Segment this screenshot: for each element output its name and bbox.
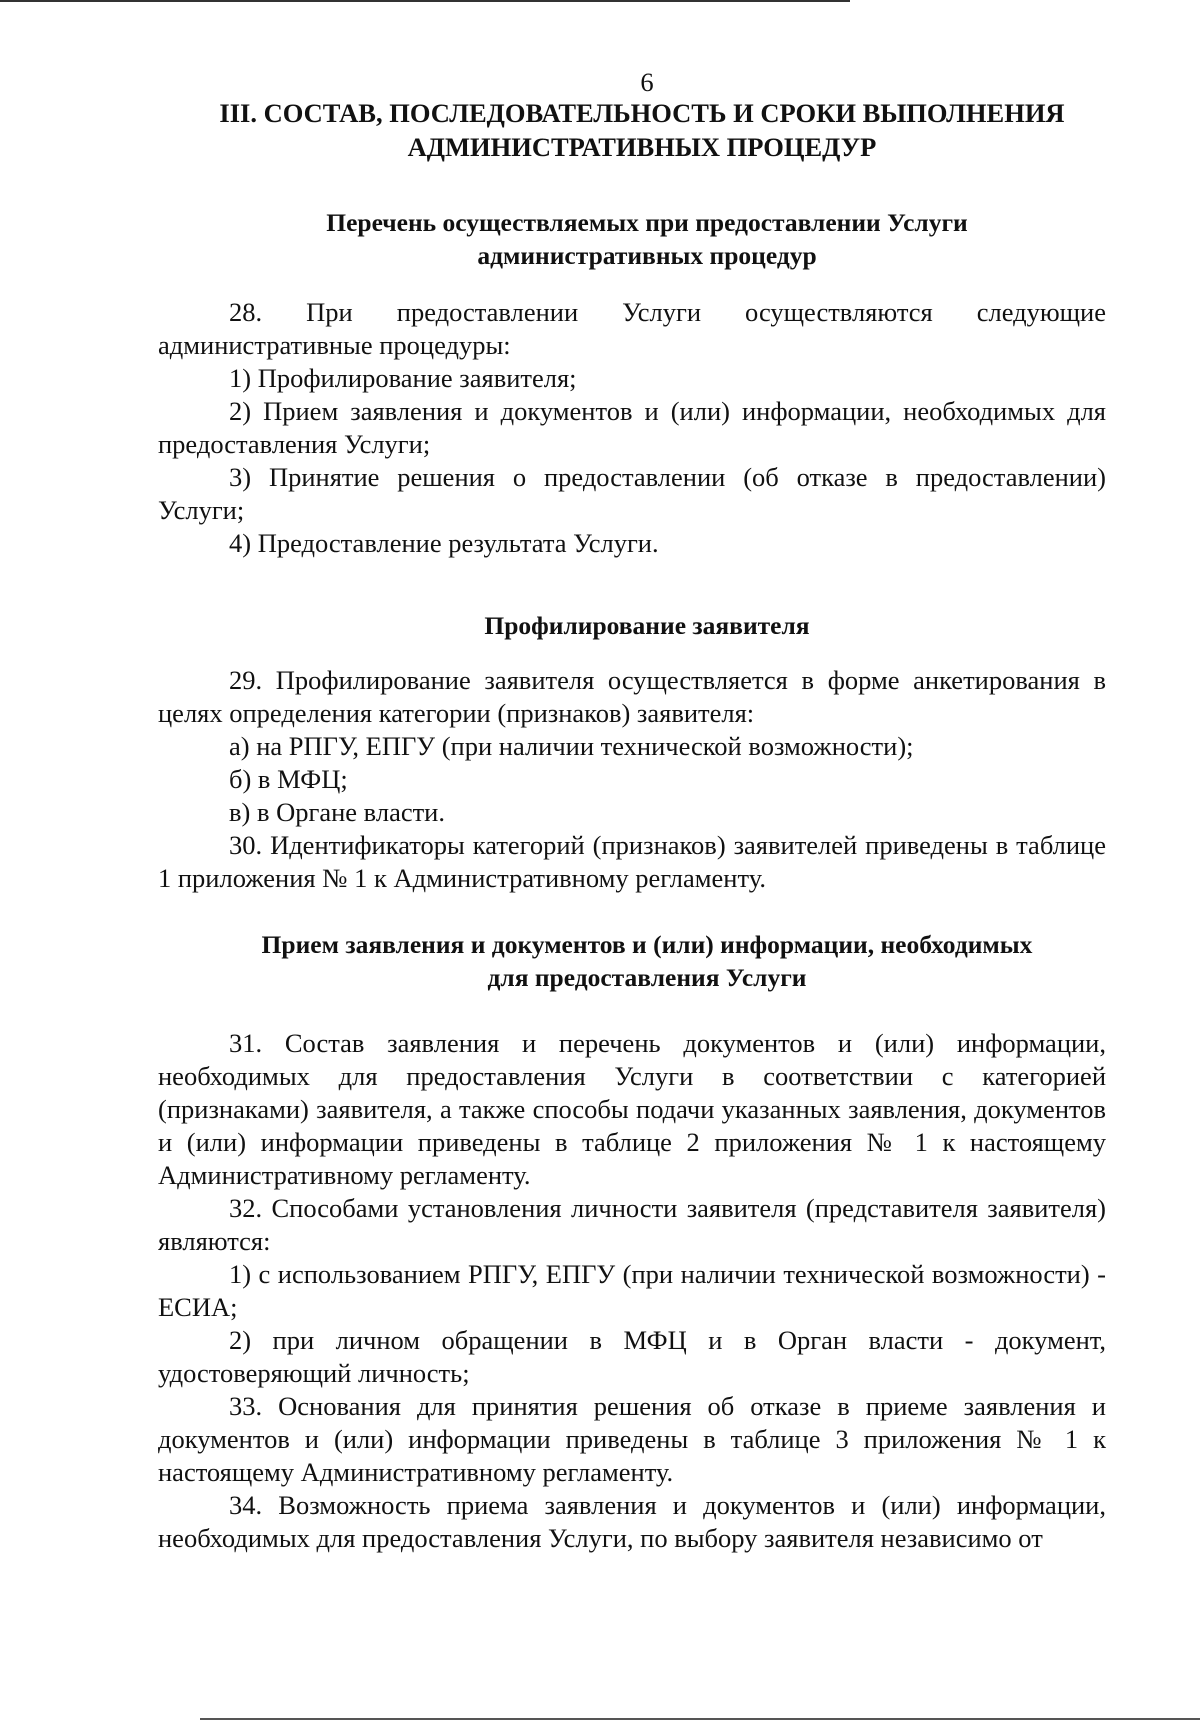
paragraph-28: 28. При предоставлении Услуги осуществляются следующие административные процедуры: bbox=[158, 297, 1106, 360]
list-item-29-b: б) в МФЦ; bbox=[229, 764, 348, 794]
heading-reception-line2: для предоставления Услуги bbox=[487, 963, 807, 992]
list-item-28-2: 2) Прием заявления и документов и (или) информации, необходимых для предоставления Услуги; bbox=[158, 396, 1106, 459]
top-scan-rule bbox=[0, 0, 850, 2]
paragraph-30: 30. Идентификаторы категорий (признаков) заявителей приведены в таблице 1 приложения № 1 к Административному регламенту. bbox=[158, 830, 1106, 893]
heading-procedures-list-line2: административных процедур bbox=[477, 241, 817, 270]
list-item-29-a: а) на РПГУ, ЕПГУ (при наличии технической возможности); bbox=[229, 731, 914, 761]
list-item-28-4: 4) Предоставление результата Услуги. bbox=[229, 528, 659, 558]
list-item-28-3: 3) Принятие решения о предоставлении (об отказе в предоставлении) Услуги; bbox=[158, 462, 1106, 525]
paragraph-31: 31. Состав заявления и перечень документов и (или) информации, необходимых для предоставления Услуги в соответствии с категорией (признаками) заявителя, а также способы подачи указанных заявления, документов и (или) информации приведены в таблице 2 приложения № 1 к настоящему Административному регламенту. bbox=[158, 1028, 1106, 1190]
section-title-line2: АДМИНИСТРАТИВНЫХ ПРОЦЕДУР bbox=[407, 132, 877, 162]
heading-profiling: Профилирование заявителя bbox=[484, 611, 810, 640]
page-number: 6 bbox=[640, 67, 654, 97]
list-item-32-1: 1) с использованием РПГУ, ЕПГУ (при наличии технической возможности) - ЕСИА; bbox=[158, 1259, 1106, 1322]
paragraph-33: 33. Основания для принятия решения об отказе в приеме заявления и документов и (или) информации приведены в таблице 3 приложения № 1 к настоящему Административному регламенту. bbox=[158, 1391, 1106, 1487]
section-title-line1: III. СОСТАВ, ПОСЛЕДОВАТЕЛЬНОСТЬ И СРОКИ ВЫПОЛНЕНИЯ bbox=[219, 98, 1065, 128]
bottom-scan-rule bbox=[200, 1718, 1200, 1720]
paragraph-29: 29. Профилирование заявителя осуществляется в форме анкетирования в целях определения категории (признаков) заявителя: bbox=[158, 665, 1106, 728]
document-page bbox=[158, 66, 1106, 1555]
heading-procedures-list-line1: Перечень осуществляемых при предоставлении Услуги bbox=[326, 208, 968, 237]
heading-reception-line1: Прием заявления и документов и (или) информации, необходимых bbox=[261, 930, 1033, 959]
list-item-28-1: 1) Профилирование заявителя; bbox=[229, 363, 577, 393]
paragraph-34: 34. Возможность приема заявления и документов и (или) информации, необходимых для предоставления Услуги, по выбору заявителя независимо от bbox=[158, 1490, 1106, 1553]
list-item-29-c: в) в Органе власти. bbox=[229, 797, 445, 827]
paragraph-32: 32. Способами установления личности заявителя (представителя заявителя) являются: bbox=[158, 1193, 1106, 1256]
list-item-32-2: 2) при личном обращении в МФЦ и в Орган власти - документ, удостоверяющий личность; bbox=[158, 1325, 1106, 1388]
